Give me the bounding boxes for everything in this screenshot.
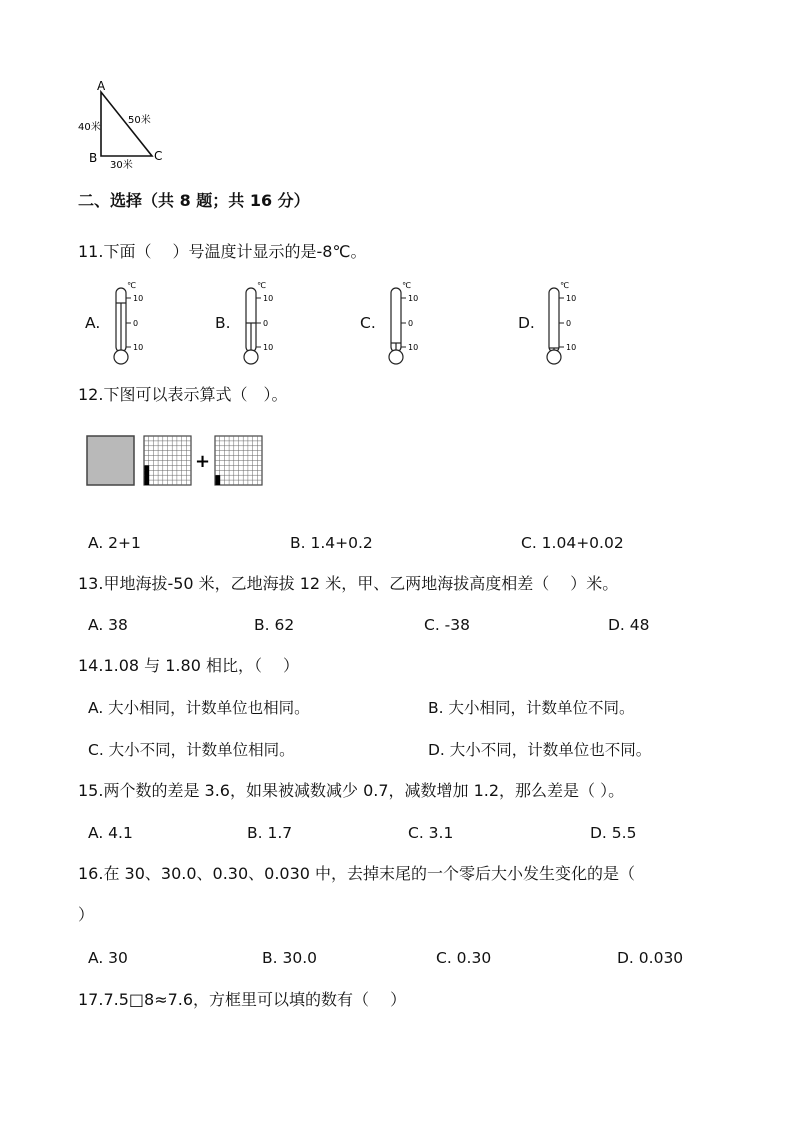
q14-option-b[interactable]: B. 大小相同，计数单位不同。 <box>428 699 635 717</box>
grid-shaded-cells <box>216 475 221 485</box>
thermometer-unit: ℃ <box>560 281 569 290</box>
vertex-a-label: A <box>97 79 106 93</box>
thermometer-unit: ℃ <box>257 281 266 290</box>
thermometer-tick-label: 10 <box>408 294 419 303</box>
thermometer-tick-label: 0 <box>133 319 139 328</box>
question-13-stem: 13.甲地海拔-50 米，乙地海拔 12 米，甲、乙两地海拔高度相差（ ）米。 <box>78 574 619 593</box>
thermometer-tick-label: 10 <box>263 343 274 352</box>
decimal-grid-figure <box>85 434 270 490</box>
hundred-grid-1 <box>144 436 191 485</box>
q15-option-c[interactable]: C. 3.1 <box>408 824 454 842</box>
thermometer-tick-label: 0 <box>263 319 269 328</box>
question-16-stem-line1: 16.在 30、30.0、0.30、0.030 中，去掉末尾的一个零后大小发生变化的是（ <box>78 864 636 883</box>
thermometer-bulb <box>114 350 128 364</box>
q12-option-b[interactable]: B. 1.4+0.2 <box>290 534 373 552</box>
q14-option-c[interactable]: C. 大小不同，计数单位相同。 <box>88 741 295 759</box>
thermometer-tick-label: 10 <box>408 343 419 352</box>
question-14-stem: 14.1.08 与 1.80 相比，（ ） <box>78 656 300 675</box>
thermometer-icon <box>107 280 177 370</box>
thermometer-tube <box>549 288 559 352</box>
question-11-stem: 11.下面（ ）号温度计显示的是-8℃。 <box>78 242 367 261</box>
question-12-stem: 12.下图可以表示算式（ ）。 <box>78 385 288 404</box>
thermometer-icon <box>382 280 452 370</box>
q13-option-a[interactable]: A. 38 <box>88 616 128 634</box>
question-16-stem-line2: ） <box>78 905 95 924</box>
q15-option-a[interactable]: A. 4.1 <box>88 824 133 842</box>
side-ac-label: 50米 <box>128 115 151 126</box>
thermometer-tube <box>391 288 401 352</box>
thermometer-icon <box>237 280 307 370</box>
thermometer-bulb <box>244 350 258 364</box>
q13-option-d[interactable]: D. 48 <box>608 616 650 634</box>
q13-option-c[interactable]: C. -38 <box>424 616 470 634</box>
q15-option-b[interactable]: B. 1.7 <box>247 824 293 842</box>
question-15-stem: 15.两个数的差是 3.6，如果被减数减少 0.7，减数增加 1.2，那么差是（ ）。 <box>78 781 625 800</box>
thermometer-tick-label: 10 <box>566 294 577 303</box>
whole-square <box>87 436 134 485</box>
q16-option-a[interactable]: A. 30 <box>88 949 128 967</box>
thermometer-unit: ℃ <box>402 281 411 290</box>
q11-option-label: B. <box>215 314 231 332</box>
q16-option-c[interactable]: C. 0.30 <box>436 949 492 967</box>
thermometer-tick-label: 0 <box>408 319 414 328</box>
section-title: 二、选择（共 8 题；共 16 分） <box>78 191 310 210</box>
thermometer-tick-label: 10 <box>133 294 144 303</box>
thermometer-tick-label: 10 <box>263 294 274 303</box>
side-ab-label: 40米 <box>78 122 101 133</box>
thermometer-tick-label: 10 <box>566 343 577 352</box>
q12-option-a[interactable]: A. 2+1 <box>88 534 141 552</box>
plus-sign: + <box>195 451 211 472</box>
q16-option-b[interactable]: B. 30.0 <box>262 949 317 967</box>
triangle-figure <box>70 78 180 170</box>
question-17-stem: 17.7.5□8≈7.6，方框里可以填的数有（ ） <box>78 990 407 1009</box>
q15-option-d[interactable]: D. 5.5 <box>590 824 637 842</box>
thermometer-unit: ℃ <box>127 281 136 290</box>
q16-option-d[interactable]: D. 0.030 <box>617 949 684 967</box>
thermometer-icon <box>540 280 610 370</box>
q14-option-d[interactable]: D. 大小不同，计数单位也不同。 <box>428 741 652 759</box>
q12-option-c[interactable]: C. 1.04+0.02 <box>521 534 624 552</box>
q11-option-label: C. <box>360 314 376 332</box>
thermometer-bulb <box>547 350 561 364</box>
side-bc-label: 30米 <box>110 160 133 170</box>
hundred-grid-2 <box>215 436 262 485</box>
thermometer-tick-label: 0 <box>566 319 572 328</box>
grid-shaded-cells <box>145 465 150 485</box>
vertex-c-label: C <box>154 149 163 163</box>
thermometer-tick-label: 10 <box>133 343 144 352</box>
vertex-b-label: B <box>89 151 98 165</box>
q11-option-label: A. <box>85 314 101 332</box>
q11-option-label: D. <box>518 314 535 332</box>
q13-option-b[interactable]: B. 62 <box>254 616 295 634</box>
thermometer-bulb <box>389 350 403 364</box>
q14-option-a[interactable]: A. 大小相同，计数单位也相同。 <box>88 699 310 717</box>
